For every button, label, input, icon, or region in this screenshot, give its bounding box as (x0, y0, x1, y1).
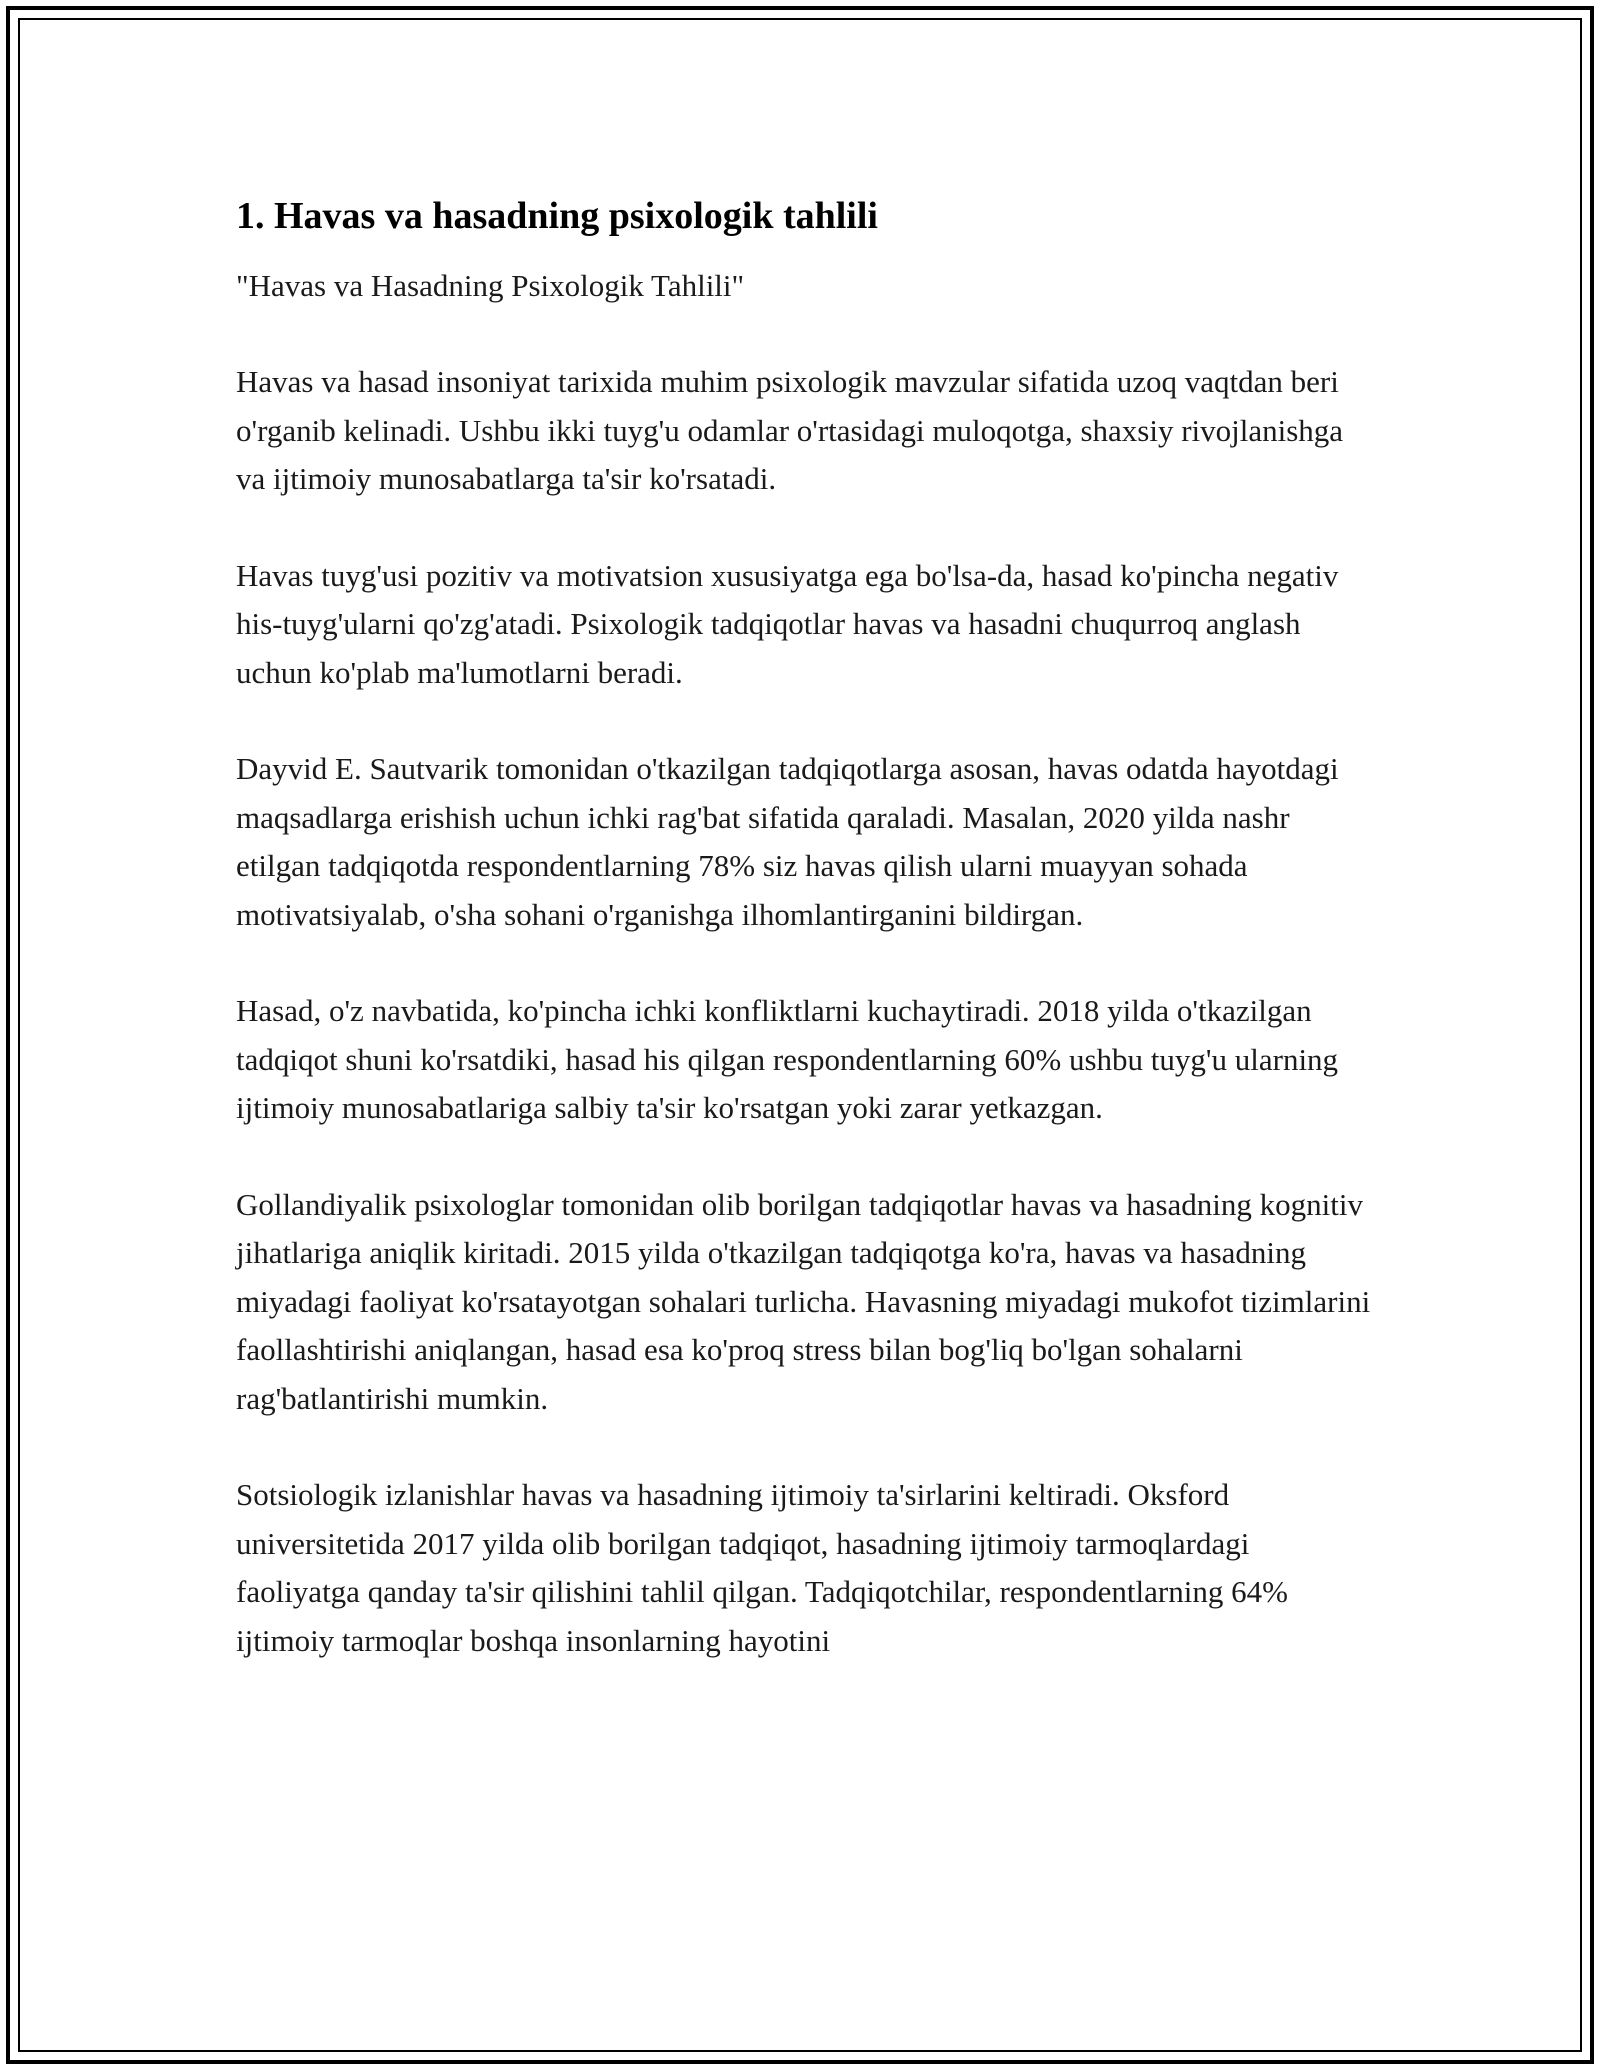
paragraph-4: Hasad, o'z navbatida, ko'pincha ichki konfliktlarni kuchaytiradi. 2018 yilda o'tkazilgan tadqiqot shuni ko'rsatdiki, hasad his qilgan respondentlarning 60% ushbu tuyg'u ularning ijtimoiy munosabatlariga salbiy ta'sir ko'rsatgan yoki zarar yetkazgan. (236, 993, 1339, 1125)
paragraph-2: Havas tuyg'usi pozitiv va motivatsion xususiyatga ega bo'lsa-da, hasad ko'pincha negativ his-tuyg'ularni qo'zg'atadi. Psixologik tadqiqotlar havas va hasadni chuqurroq anglash uchun ko'plab ma'lumotlarni beradi. (236, 557, 1339, 690)
paragraph-6: Sotsiologik izlanishlar havas va hasadning ijtimoiy ta'sirlarini keltiradi. Oksford universitetida 2017 yilda olib borilgan tadqiqot, hasadning ijtimoiy tarmoqlardagi faoliyatga qanday ta'sir qilishini tahlil qilgan. Tadqiqotchilar, respondentlarning 64% ijtimoiy tarmoqlar boshqa insonlarning hayotini (236, 1477, 1288, 1658)
document-body (236, 190, 1376, 1665)
paragraph-3: Dayvid E. Sautvarik tomonidan o'tkazilgan tadqiqotlarga asosan, havas odatda hayotdagi maqsadlarga erishish uchun ichki rag'bat sifatida qaraladi. Masalan, 2020 yilda nashr etilgan tadqiqotda respondentlarning 78% siz havas qilish ularni muayyan sohada motivatsiyalab, o'sha sohani o'rganishga ilhomlantirganini bildirgan. (236, 751, 1339, 932)
paragraph-5: Gollandiyalik psixologlar tomonidan olib borilgan tadqiqotlar havas va hasadning kognitiv jihatlariga aniqlik kiritadi. 2015 yilda o'tkazilgan tadqiqotga ko'ra, havas va hasadning miyadagi faoliyat ko'rsatayotgan sohalari turlicha. Havasning miyadagi mukofot tizimlarini faollashtirishi aniqlangan, hasad esa ko'proq stress bilan bog'liq bo'lgan sohalarni rag'batlantirishi mumkin. (236, 1186, 1371, 1416)
paragraph-1: Havas va hasad insoniyat tarixida muhim psixologik mavzular sifatida uzoq vaqtdan beri o'rganib kelinadi. Ushbu ikki tuyg'u odamlar o'rtasidagi muloqotga, shaxsiy rivojlanishga va ijtimoiy munosabatlarga ta'sir ko'rsatadi. (236, 364, 1344, 496)
section-title: 1. Havas va hasadning psixologik tahlili (236, 195, 878, 237)
section-subtitle: "Havas va Hasadning Psixologik Tahlili" (236, 268, 745, 303)
